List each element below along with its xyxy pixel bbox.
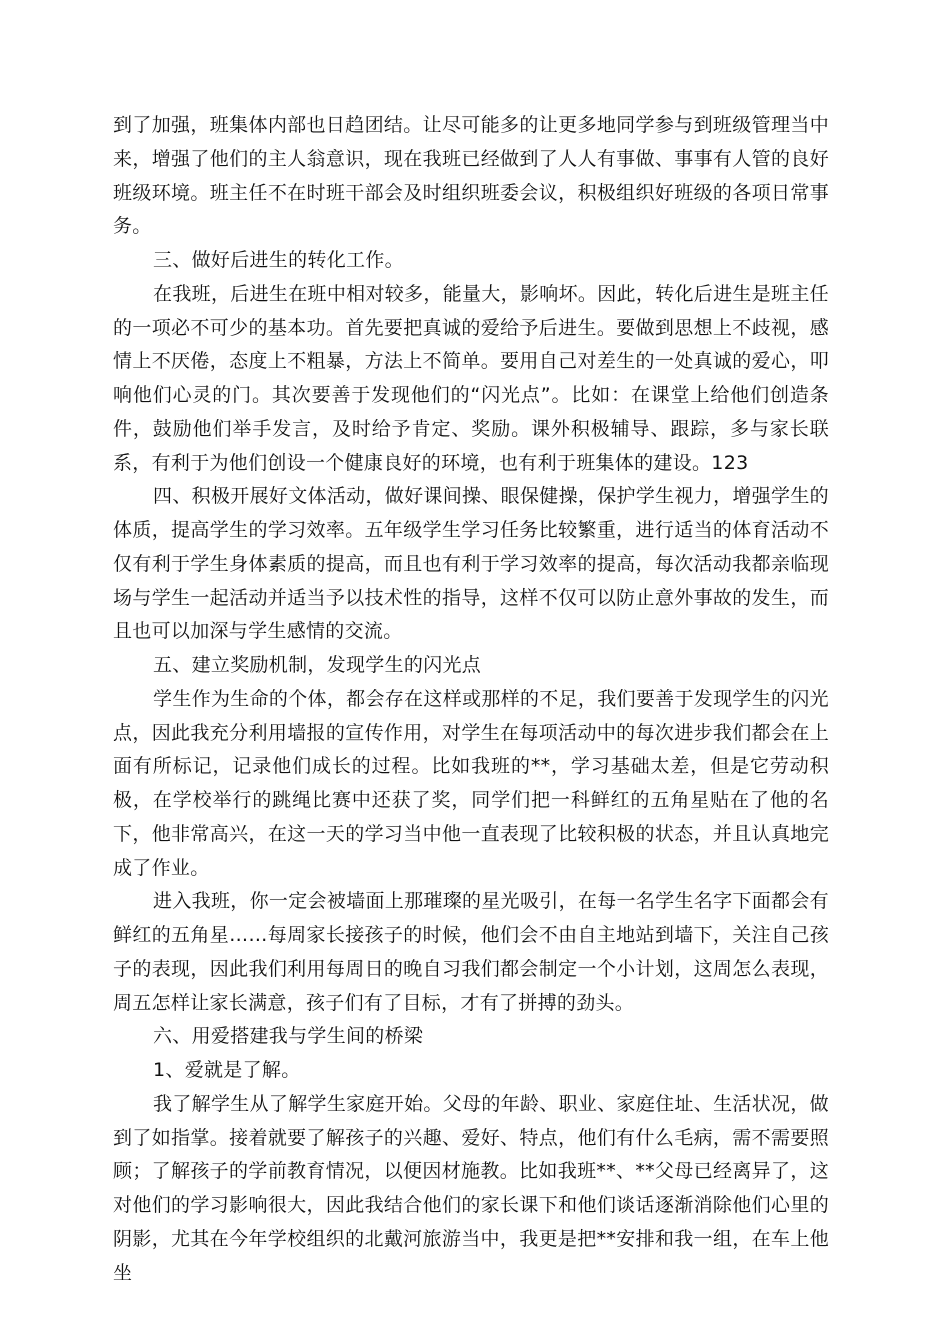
paragraph-sports-activities: 四、积极开展好文体活动，做好课间操、眼保健操，保护学生视力，增强学生的体质，提高学生的学习效率。五年级学生学习任务比较繁重，进行适当的体育活动不仅有利于学生身体素质的提高，而且也有利于学习效率的提高，每次活动我都亲临现场与学生一起活动并适当予以技术性的指导，这样不仅可以防止意外事故的发生，而且也可以加深与学生感情的交流。	[113, 485, 829, 643]
section-heading-6: 六、用爱搭建我与学生间的桥梁	[153, 1025, 424, 1048]
section-heading-5: 五、建立奖励机制，发现学生的闪光点	[153, 654, 482, 676]
paragraph-class-management-continued: 到了加强，班集体内部也日趋团结。让尽可能多的让更多地同学参与到班级管理当中来，增强了他们的主人翁意识，现在我班已经做到了人人有事做、事事有人管的良好班级环境。班主任不在时班干部会及时组织班委会议，积极组织好班级的各项日常事务。	[113, 114, 829, 238]
paragraph-underachievers: 在我班，后进生在班中相对较多，能量大，影响坏。因此，转化后进生是班主任的一项必不可少的基本功。首先要把真诚的爱给予后进生。要做到思想上不歧视，感情上不厌倦，态度上不粗暴，方法上不简单。要用自己对差生的一处真诚的爱心，叩响他们心灵的门。其次要善于发现他们的“闪光点”。比如：在课堂上给他们创造条件，鼓励他们举手发言，及时给予肯定、奖励。课外积极辅导、跟踪，多与家长联系，有利于为他们创设一个健康良好的环境，也有利于班集体的建设。123	[113, 282, 829, 474]
document-page	[113, 109, 829, 1290]
subsection-heading-1: 1、爱就是了解。	[153, 1059, 301, 1081]
paragraph-reward-mechanism: 学生作为生命的个体，都会存在这样或那样的不足，我们要善于发现学生的闪光点，因此我充分利用墙报的宣传作用，对学生在每项活动中的每次进步我们都会在上面有所标记，记录他们成长的过程。比如我班的**，学习基础太差，但是它劳动积极，在学校举行的跳绳比赛中还获了奖，同学们把一科鲜红的五角星贴在了他的名下，他非常高兴，在这一天的学习当中他一直表现了比较积极的状态，并且认真地完成了作业。	[113, 687, 829, 879]
section-heading-3: 三、做好后进生的转化工作。	[153, 249, 404, 271]
paragraph-understanding-students: 我了解学生从了解学生家庭开始。父母的年龄、职业、家庭住址、生活状况，做到了如指掌。接着就要了解孩子的兴趣、爱好、特点，他们有什么毛病，需不需要照顾；了解孩子的学前教育情况，以便因材施教。比如我班**、**父母已经离异了，这对他们的学习影响很大，因此我结合他们的家长课下和他们谈话逐渐消除他们心里的阴影，尤其在今年学校组织的北戴河旅游当中，我更是把**安排和我一组，在车上他坐	[113, 1092, 829, 1284]
paragraph-star-wall: 进入我班，你一定会被墙面上那璀璨的星光吸引，在每一名学生名字下面都会有鲜红的五角星……每周家长接孩子的时候，他们会不由自主地站到墙下，关注自己孩子的表现，因此我们利用每周日的晚自习我们都会制定一个小计划，这周怎么表现，周五怎样让家长满意，孩子们有了目标，才有了拼搏的劲头。	[113, 890, 829, 1014]
